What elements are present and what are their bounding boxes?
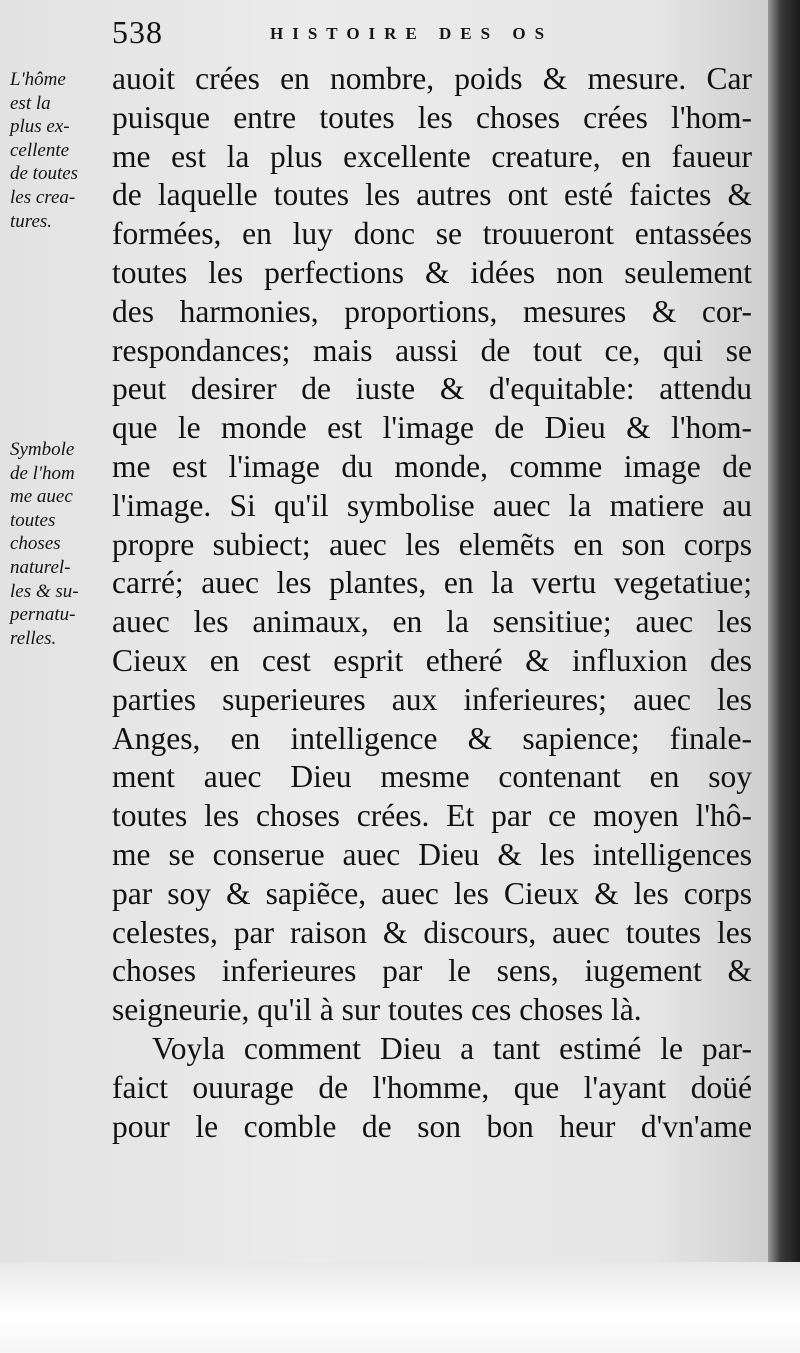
margin-note-line: pernatu- [10,604,76,626]
text-line: que le monde est l'image de Dieu & l'hom- [112,410,752,446]
text-line: carré; auec les plantes, en la vertu vegetatiue; [112,565,752,601]
text-line: auoit crées en nombre, poids & mesure. Car [112,61,752,96]
text-line: par soy & sapiẽce, auec les Cieux & les corps [112,875,752,911]
text-line: faict ouurage de l'homme, que l'ayant doüé [112,1069,752,1105]
body-text [112,60,752,1146]
text-line: celestes, par raison & discours, auec toutes les [112,914,752,950]
margin-note-line: tures. [10,210,53,232]
text-line: auec les animaux, en la sensitiue; auec les [112,604,752,640]
margin-note-line: toutes [10,509,56,531]
running-title: HISTOIRE DES OS [270,24,554,43]
text-line: Cieux en cest esprit etheré & influxion des [112,642,752,678]
text-line: parties superieures aux inferieures; auec les [112,681,752,717]
text-line: ment auec Dieu mesme contenant en soy [112,759,752,795]
margin-note-line: plus ex- [10,116,70,138]
margin-note-line: naturel- [10,556,71,578]
margin-note-line: Symbole [10,439,75,460]
book-gutter [768,0,800,1353]
text-line: de laquelle toutes les autres ont esté faictes & [112,177,752,213]
margin-note-line: me auec [10,486,73,508]
margin-note-line: cellente [10,139,70,161]
text-line: l'image. Si qu'il symbolise auec la matiere au [112,487,752,523]
text-line: propre subiect; auec les elemẽts en son corps [112,526,752,562]
text-line: formées, en luy donc se trouueront entassées [112,216,752,252]
text-line: Anges, en intelligence & sapience; finale- [112,720,752,756]
text-line: des harmonies, proportions, mesures & cor- [112,293,752,329]
text-line: choses inferieures par le sens, iugement & [112,953,752,989]
page-header [112,14,554,51]
text-line: toutes les perfections & idées non seulement [112,254,752,290]
text-line: toutes les choses crées. Et par ce moyen l'hô- [112,798,752,834]
text-line: me se conserue auec Dieu & les intelligences [112,836,752,872]
text-line: Voyla comment Dieu a tant estimé le par- [152,1030,752,1066]
margin-note-1 [10,68,108,233]
margin-note-line: relles. [10,627,57,649]
margin-note-line: les crea- [10,186,76,208]
text-line: respondances; mais aussi de tout ce, qui se [112,332,752,368]
text-line: peut desirer de iuste & d'equitable: attendu [112,371,752,407]
margin-note-line: L'hôme [10,69,66,90]
margin-note-line: les & su- [10,580,79,602]
margin-note-line: de l'hom [10,462,75,484]
margin-note-line: est la [10,92,51,114]
margin-note-line: choses [10,533,61,555]
text-line: seigneurie, qu'il à sur toutes ces choses là. [112,992,642,1028]
text-line: pour le comble de son bon heur d'vn'ame [112,1108,752,1144]
text-line: me est la plus excellente creature, en faueur [112,138,752,174]
margin-note-line: de toutes [10,163,79,185]
page-bottom-edge [0,1262,800,1353]
page-number: 538 [112,14,163,50]
margin-note-2 [10,438,108,650]
text-line: puisque entre toutes les choses crées l'hom- [112,99,752,135]
text-line: me est l'image du monde, comme image de [112,448,752,484]
